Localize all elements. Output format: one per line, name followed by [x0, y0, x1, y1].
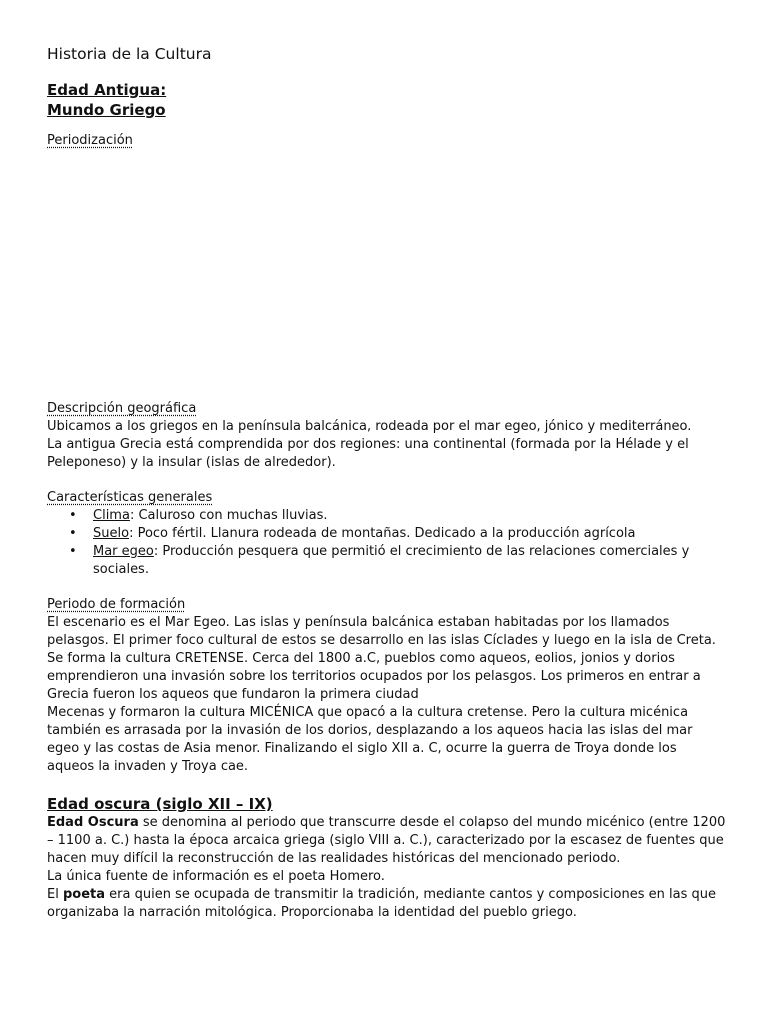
heading-periodo-formacion: Periodo de formación	[47, 597, 186, 612]
heading-edad-oscura: Edad oscura (siglo XII – IX)	[47, 795, 273, 813]
spacer	[47, 776, 727, 794]
spacer	[47, 579, 727, 596]
list-item-text: : Producción pesquera que permitió el crecimiento de las relaciones comerciales y sociales.	[93, 544, 690, 577]
paragraph-geo-2: La antigua Grecia está comprendida por dos regiones: una continental (formada por la Hélade y el Peleponeso) y la insular (islas de alrededor).	[47, 437, 689, 470]
document-page	[47, 44, 727, 922]
list-item-term: Clima	[93, 508, 130, 523]
spacer	[47, 472, 727, 489]
bullet-icon: •	[69, 544, 77, 559]
bullet-icon: •	[69, 526, 77, 541]
list-item-text: : Caluroso con muchas lluvias.	[129, 508, 328, 523]
heading-edad-antigua	[47, 80, 727, 100]
heading-edad-antigua-text: Edad Antigua:	[47, 81, 167, 99]
list-item	[47, 543, 727, 579]
blank-area	[47, 150, 727, 400]
paragraph-oscura-2: La única fuente de información es el poeta Homero.	[47, 869, 385, 884]
list-item-term: Suelo	[93, 526, 130, 541]
heading-caracteristicas-generales: Características generales	[47, 490, 213, 505]
list-item-term: Mar egeo	[93, 544, 154, 559]
heading-mundo-griego	[47, 100, 727, 120]
heading-periodizacion: Periodización	[47, 133, 133, 148]
paragraph-formacion-2: Mecenas y formaron la cultura MICÉNICA que opacó a la cultura cretense. Pero la cultura micénica también es arrasada por la invasión de los dorios, desplazando a los aqueos hacia las islas del mar egeo y las costas de Asia menor. Finalizando el siglo XII a. C, ocurre la guerra de Troya donde los aqueos la invaden y Troya cae.	[47, 705, 693, 774]
paragraph-formacion-1: El escenario es el Mar Egeo. Las islas y península balcánica estaban habitadas por los llamados pelasgos. El primer foco cultural de estos se desarrollo en las islas Cíclades y luego en la isla de Creta. Se forma la cultura CRETENSE. Cerca del 1800 a.C, pueblos como aqueos, eolios, jonios y dorios emprendieron una invasión sobre los territorios ocupados por los pelasgos. Los primeros en entrar a Grecia fueron los aqueos que fundaron la primera ciudad	[47, 615, 716, 702]
heading-mundo-griego-text: Mundo Griego	[47, 101, 166, 119]
paragraph-oscura-3-start: El	[47, 887, 63, 902]
bullet-icon: •	[69, 508, 77, 523]
paragraph-oscura-1-text: se denomina al periodo que transcurre desde el colapso del mundo micénico (entre 1200 – 1100 a. C.) hasta la época arcaica griega (siglo VIII a. C.), caracterizado por la escasez de fuentes que hacen muy difícil la reconstrucción de las realidades históricas del mencionado periodo.	[47, 815, 726, 866]
term-edad-oscura: Edad Oscura	[47, 815, 139, 830]
term-poeta: poeta	[62, 887, 106, 902]
paragraph-geo-1: Ubicamos a los griegos en la península balcánica, rodeada por el mar egeo, jónico y mediterráneo.	[47, 419, 692, 434]
list-item	[47, 525, 727, 543]
paragraph-oscura-3-text: era quien se ocupada de transmitir la tradición, mediante cantos y composiciones en las que organizaba la narración mitológica. Proporcionaba la identidad del pueblo griego.	[47, 887, 716, 920]
heading-descripcion-geografica: Descripción geográfica	[47, 401, 197, 416]
paragraph-oscura-1	[47, 814, 727, 868]
caracteristicas-list	[47, 507, 727, 579]
list-item-text: : Poco fértil. Llanura rodeada de montañas. Dedicado a la producción agrícola	[129, 526, 636, 541]
list-item	[47, 507, 727, 525]
document-title: Historia de la Cultura	[47, 45, 212, 63]
paragraph-oscura-3	[47, 886, 727, 922]
